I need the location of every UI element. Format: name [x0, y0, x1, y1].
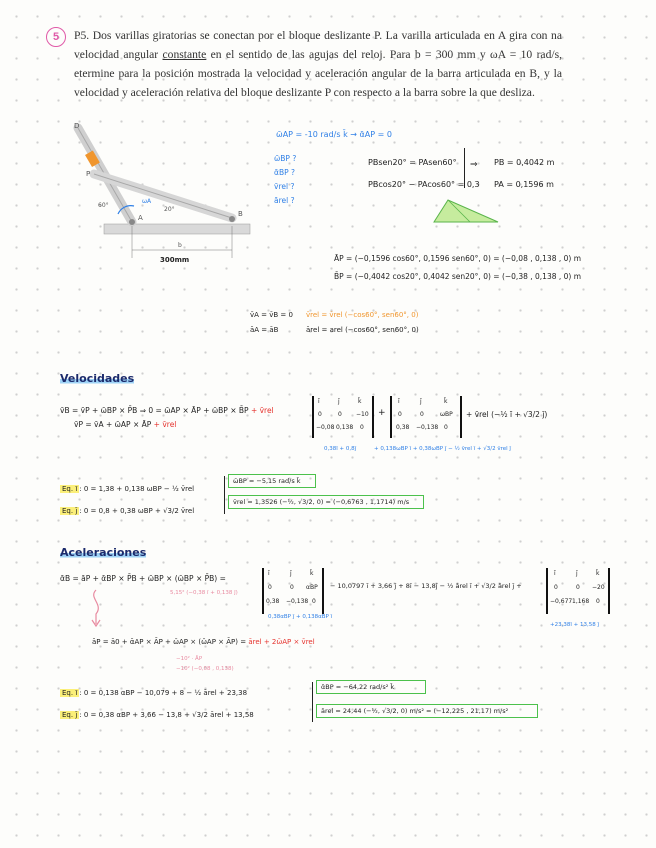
accel-eq-i: : 0 = 0,138 αBP − 10,079 + 8 − ½ ārel + 23,38: [79, 689, 248, 697]
accel-matrix-2: ī j̄ k̄ 0 0 −20 −0,677 1,168 0: [550, 570, 605, 605]
vel-eq-1: v̄B = v̄P + ω̄BP × P̄B ⇒ 0 = ω̄AP × ĀP + ω̄BP × B̄P: [60, 406, 249, 415]
label-p: P: [86, 170, 91, 178]
aa-ab: āA = āB: [250, 326, 279, 334]
vrel-definition: v̄rel = v̄rel (−cos60°, sen60°, 0): [306, 311, 419, 319]
result-pb: PB = 0,4042 m: [494, 158, 555, 167]
arel-definition: ārel = arel (−cos60°, sen60°, 0): [306, 326, 419, 334]
mechanism-drawing: [60, 118, 260, 268]
vel-matrix-tail: + v̄rel (−½ ī + √3/2 j̄): [466, 410, 548, 419]
accel-mid-terms: − 10,0797 ī + 3,66 j̄ + 8ī − 13,8j̄ − ½ ārel ī + √3/2 ārel j̄ +: [330, 582, 522, 590]
accel-under-matrix-2: +23,38ī + 13,58 j̄: [550, 622, 600, 628]
mechanism-figure: [60, 118, 260, 268]
result-omega-bp: ω̄BP = −5,15 rad/s k̄: [228, 474, 316, 488]
accel-matrix-1: ī j̄ k̄ 0 0 αBP 0,38 −0,138 0: [266, 570, 318, 605]
pin-a: [129, 219, 135, 225]
vel-component-eqs: [60, 478, 194, 522]
brace-3: [306, 682, 313, 722]
ap-vector: ĀP = (−0,1596 cos60°, 0,1596 sen60°, 0) = (−0,08 , 0,138 , 0) m: [334, 254, 582, 263]
accel-eq2-notes: [176, 654, 234, 674]
result-arel: ārel = 24,44 (−½, √3/2, 0) m/s² = (−12,225 , 21,17) m/s²: [316, 704, 538, 718]
pin-b: [229, 216, 235, 222]
brace-2: [218, 476, 225, 514]
relative-definitions: [306, 308, 419, 338]
problem-text-2: en el sentido de las agujas del reloj. Para b = 300 mm y ωA = 10 rad/s, etermine para la posición mostrada la velocidad y aceleración angular de la barra articulada en B, y la velocidad y aceleración relativa del bloque deslizante P con respecto a la barra sobre la que desliza.: [74, 48, 562, 99]
label-d: D: [74, 122, 80, 130]
velocity-equations: [60, 404, 274, 432]
unknown-omega-bp: ω̄BP ?: [274, 154, 297, 163]
result-pa: PA = 0,1596 m: [494, 180, 554, 189]
unknown-arel: ārel ?: [274, 196, 295, 205]
omega-label: ωA: [142, 198, 152, 205]
law-of-sines-1: PBsen20° = PAsen60°: [368, 158, 457, 167]
length-b-label: b: [178, 242, 182, 249]
result-alpha-bp: ᾱBP = −64,22 rad/s² k̄: [316, 680, 426, 694]
vel-eq-j: : 0 = 0,8 + 0,38 ωBP + √3/2 v̄rel: [79, 507, 195, 515]
unknown-alpha-bp: ᾱBP ?: [274, 168, 295, 177]
accel-eq-2-rel: ārel + 2ω̄AP × v̄rel: [248, 638, 315, 646]
dimension-note: 300mm: [160, 256, 190, 264]
brace-1: [458, 148, 465, 188]
vel-eq-2: v̄P = v̄A + ω̄AP × ĀP: [74, 420, 152, 429]
accel-eq-2-row: [92, 638, 315, 646]
velocity-results: [228, 474, 426, 516]
accel-eq-i-label: Eq. ī: [62, 689, 78, 697]
vel-eq-j-label: Eq. j̄: [62, 507, 78, 515]
boundary-conditions: [250, 308, 293, 338]
ground-base: [104, 224, 250, 234]
problem-number-badge: 5: [46, 27, 66, 47]
accel-eq-j-label: Eq. j̄: [62, 711, 78, 719]
given-omega: ω̄AP = -10 rad/s k̄ → ᾱAP = 0: [276, 130, 392, 139]
implies-arrow-1: ⇒: [470, 160, 478, 170]
vel-matrix-1: ī j̄ k̄ 0 0 −10 −0,08 0,138 0: [316, 398, 369, 431]
pink-arrow: [84, 588, 108, 628]
pb-pa-results: [494, 152, 554, 196]
vel-matrix-2: ī j̄ k̄ 0 0 ωBP 0,38 −0,138 0: [396, 398, 453, 431]
accel-under-matrix: 0,38αBP j̄ + 0,138αBP ī: [268, 614, 333, 620]
result-vrel: v̄rel = 1,3526 (−½, √3/2, 0) = (−0,6763 , 1,1714) m/s: [228, 495, 424, 509]
accel-eq-2: āP = ā0 + ᾱAP × ĀP + ω̄AP × (ω̄AP × ĀP) =: [92, 638, 247, 646]
problem-statement: [74, 26, 562, 106]
accel-eq-j: : 0 = 0,38 αBP + 3,66 − 13,8 + √3/2 ārel + 13,58: [79, 711, 254, 719]
position-vectors: [334, 250, 581, 286]
vel-eq-2-rel: + v̄rel: [153, 420, 177, 429]
law-of-sines-2: PBcos20° − PAcos60° = 0,3: [368, 180, 480, 189]
unknowns-list: [274, 152, 296, 208]
va-vb: v̄A = v̄B = 0: [250, 311, 293, 319]
accel-pink-note: 5,15² (−0,38 ī + 0,138 j̄): [170, 590, 238, 596]
vel-under-matrix-1: 0,38ī + 0,8j̄: [324, 446, 357, 452]
unknown-vrel: v̄rel ?: [274, 182, 295, 191]
accel-results: [316, 680, 556, 726]
triangle-sketch: [430, 196, 502, 226]
velocidades-heading: Velocidades: [60, 372, 135, 385]
accel-eq-1: ᾱB = āP + ᾱBP × P̄B + ω̄BP × (ω̄BP × P̄B) =: [60, 574, 226, 583]
vel-under-matrix-2: + 0,138ωBP ī + 0,38ωBP j̄ − ½ v̄rel ī + √3/2 v̄rel j̄: [374, 446, 511, 452]
label-b: B: [238, 210, 243, 218]
label-a: A: [138, 214, 143, 222]
bp-vector: B̄P = (−0,4042 cos20°, 0,4042 sen20°, 0) = (−0,38 , 0,138 , 0) m: [334, 272, 582, 281]
aceleraciones-heading: Aceleraciones: [60, 546, 147, 559]
angle-b-label: 20°: [164, 206, 175, 213]
vel-eq-1-rel: + v̄rel: [250, 406, 274, 415]
vel-eq-i-label: Eq. ī: [62, 485, 78, 493]
problem-text-underlined: constante: [162, 48, 207, 61]
vel-eq-i: : 0 = 1,38 + 0,138 ωBP − ½ v̄rel: [79, 485, 195, 493]
angle-a-label: 60°: [98, 202, 109, 209]
problem-text-1: P5. Dos varillas giratorias se conectan por el bloque deslizante P. La varilla articulada en A gira con na velocidad angular: [74, 29, 562, 61]
accel-eq2-note-a: −10² · ĀP: [176, 656, 203, 662]
accel-component-eqs: [60, 682, 254, 726]
accel-eq2-note-b: −10² (−0,08 , 0,138): [176, 666, 234, 672]
